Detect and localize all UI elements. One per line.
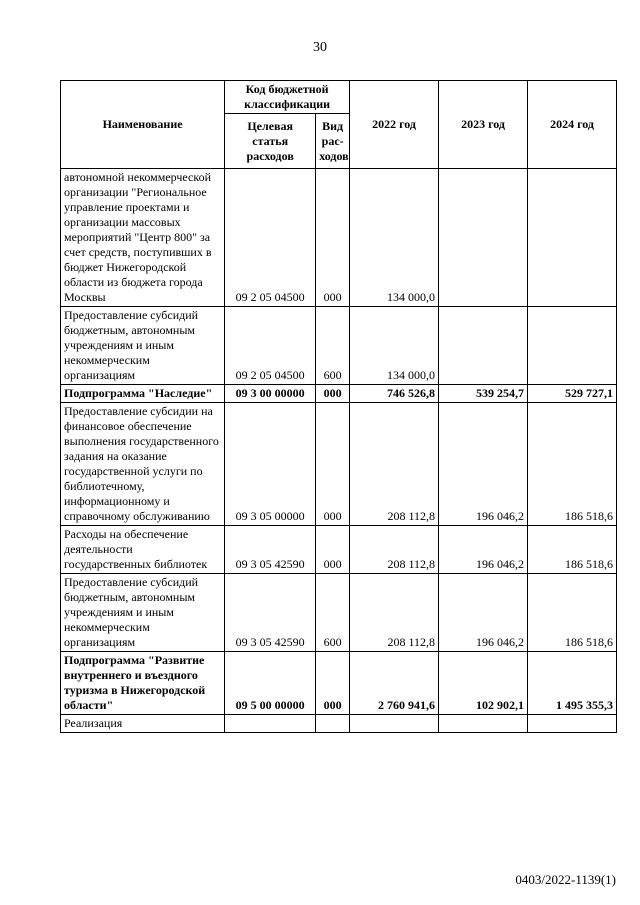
row-expense-kind: 000	[316, 403, 350, 526]
table-row	[61, 574, 617, 652]
row-value-2023: 102 902,1	[439, 652, 528, 715]
row-value-2023	[439, 715, 528, 733]
row-value-2022: 2 760 941,6	[350, 652, 439, 715]
table-row	[61, 526, 617, 574]
row-name: Предоставление субсидий бюджетным, автономным учреждениям и иным некоммерческим организациям	[61, 574, 225, 652]
document-footer-code: 0403/2022-1139(1)	[515, 872, 616, 887]
row-value-2022	[350, 715, 439, 733]
row-name: Расходы на обеспечение деятельности государственных библиотек	[61, 526, 225, 574]
row-expense-kind	[316, 715, 350, 733]
header-name: Наименование	[61, 81, 225, 169]
row-value-2022: 746 526,8	[350, 385, 439, 403]
row-target-article: 09 3 05 42590	[225, 526, 316, 574]
header-code-group: Код бюджетной классификации	[225, 81, 350, 114]
row-value-2024	[528, 307, 617, 385]
row-target-article: 09 3 05 42590	[225, 574, 316, 652]
header-expense-kind: Вид рас-ходов	[316, 114, 350, 169]
table-row	[61, 652, 617, 715]
row-expense-kind: 000	[316, 526, 350, 574]
row-value-2023: 196 046,2	[439, 574, 528, 652]
row-value-2024: 529 727,1	[528, 385, 617, 403]
row-target-article: 09 2 05 04500	[225, 169, 316, 307]
row-value-2022: 208 112,8	[350, 526, 439, 574]
header-2023: 2023 год	[439, 81, 528, 169]
row-name: Реализация	[61, 715, 225, 733]
row-name: Подпрограмма "Наследие"	[61, 385, 225, 403]
row-name: автономной некоммерческой организации "Региональное управление проектами и организации массовых мероприятий "Центр 800" за счет средств, поступивших в бюджет Нижегородской области из бюджета города Москвы	[61, 169, 225, 307]
row-expense-kind: 600	[316, 307, 350, 385]
row-expense-kind: 000	[316, 385, 350, 403]
row-expense-kind: 600	[316, 574, 350, 652]
row-value-2024	[528, 715, 617, 733]
row-target-article	[225, 715, 316, 733]
row-value-2024: 186 518,6	[528, 574, 617, 652]
row-value-2022: 208 112,8	[350, 574, 439, 652]
row-name: Предоставление субсидий бюджетным, автономным учреждениям и иным некоммерческим организациям	[61, 307, 225, 385]
header-2024: 2024 год	[528, 81, 617, 169]
row-target-article: 09 3 00 00000	[225, 385, 316, 403]
row-target-article: 09 5 00 00000	[225, 652, 316, 715]
header-target-article: Целевая статья расходов	[225, 114, 316, 169]
page-number: 30	[313, 40, 327, 55]
table-row	[61, 715, 617, 733]
row-name: Предоставление субсидии на финансовое обеспечение выполнения государственного задания на оказание государственной услуги по библиотечному, информационному и справочному обслуживанию	[61, 403, 225, 526]
row-expense-kind: 000	[316, 652, 350, 715]
header-2022: 2022 год	[350, 81, 439, 169]
table-row	[61, 403, 617, 526]
row-value-2022: 134 000,0	[350, 307, 439, 385]
row-value-2024	[528, 169, 617, 307]
table-row	[61, 385, 617, 403]
row-value-2024: 186 518,6	[528, 526, 617, 574]
row-target-article: 09 2 05 04500	[225, 307, 316, 385]
row-value-2022: 208 112,8	[350, 403, 439, 526]
row-target-article: 09 3 05 00000	[225, 403, 316, 526]
row-expense-kind: 000	[316, 169, 350, 307]
row-value-2023: 539 254,7	[439, 385, 528, 403]
budget-table	[60, 80, 617, 733]
row-value-2024: 186 518,6	[528, 403, 617, 526]
table-row	[61, 307, 617, 385]
row-value-2023	[439, 169, 528, 307]
row-value-2023	[439, 307, 528, 385]
row-name: Подпрограмма "Развитие внутреннего и въездного туризма в Нижегородской области"	[61, 652, 225, 715]
table-row	[61, 169, 617, 307]
row-value-2024: 1 495 355,3	[528, 652, 617, 715]
row-value-2022: 134 000,0	[350, 169, 439, 307]
row-value-2023: 196 046,2	[439, 526, 528, 574]
row-value-2023: 196 046,2	[439, 403, 528, 526]
